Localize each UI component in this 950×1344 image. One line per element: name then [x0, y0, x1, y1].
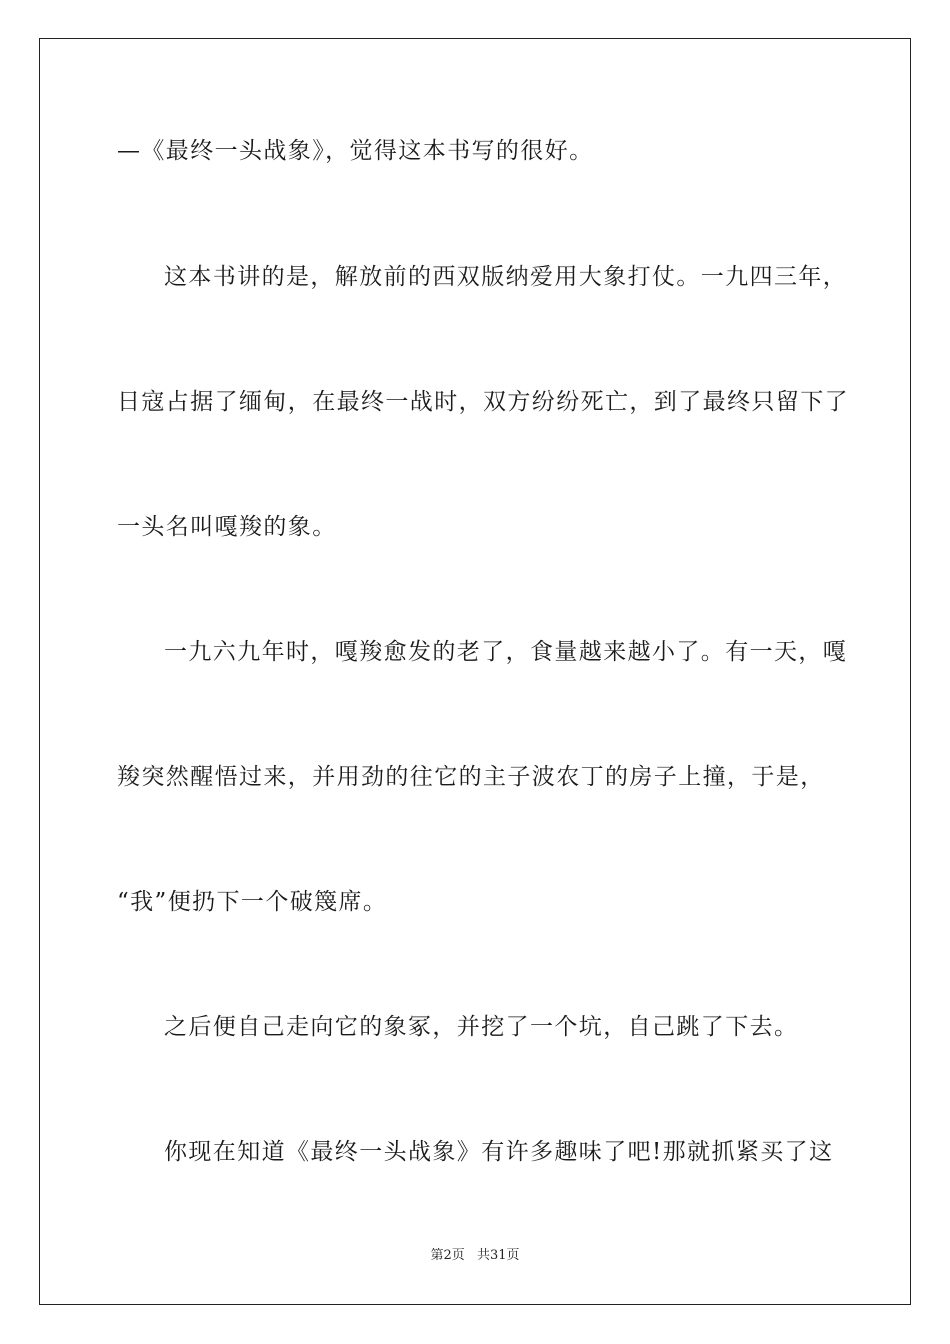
page-total: 共31页	[476, 1248, 520, 1263]
text-line: 这本书讲的是，解放前的西双版纳爱用大象打仗。一九四三年，	[164, 264, 848, 290]
page-footer	[0, 1248, 950, 1264]
text-line: 之后便自己走向它的象冢，并挖了一个坑，自己跳了下去。	[164, 1014, 799, 1040]
text-line: 羧突然醒悟过来，并用劲的往它的主子波农丁的房子上撞，于是，	[117, 764, 825, 790]
text-line: “我”便扔下一个破篾席。	[117, 889, 388, 915]
text-line: 一九六九年时，嘎羧愈发的老了，食量越来越小了。有一天，嘎	[164, 639, 848, 665]
text-line: 日寇占据了缅甸，在最终一战时，双方纷纷死亡，到了最终只留下了	[117, 389, 849, 415]
text-line: —《最终一头战象》，觉得这本书写的很好。	[117, 138, 594, 164]
text-line: 你现在知道《最终一头战象》有许多趣味了吧!那就抓紧买了这	[164, 1139, 834, 1165]
page-number: 第2页	[430, 1248, 465, 1263]
page-border	[39, 38, 911, 1305]
text-line: 一头名叫嘎羧的象。	[117, 514, 337, 540]
